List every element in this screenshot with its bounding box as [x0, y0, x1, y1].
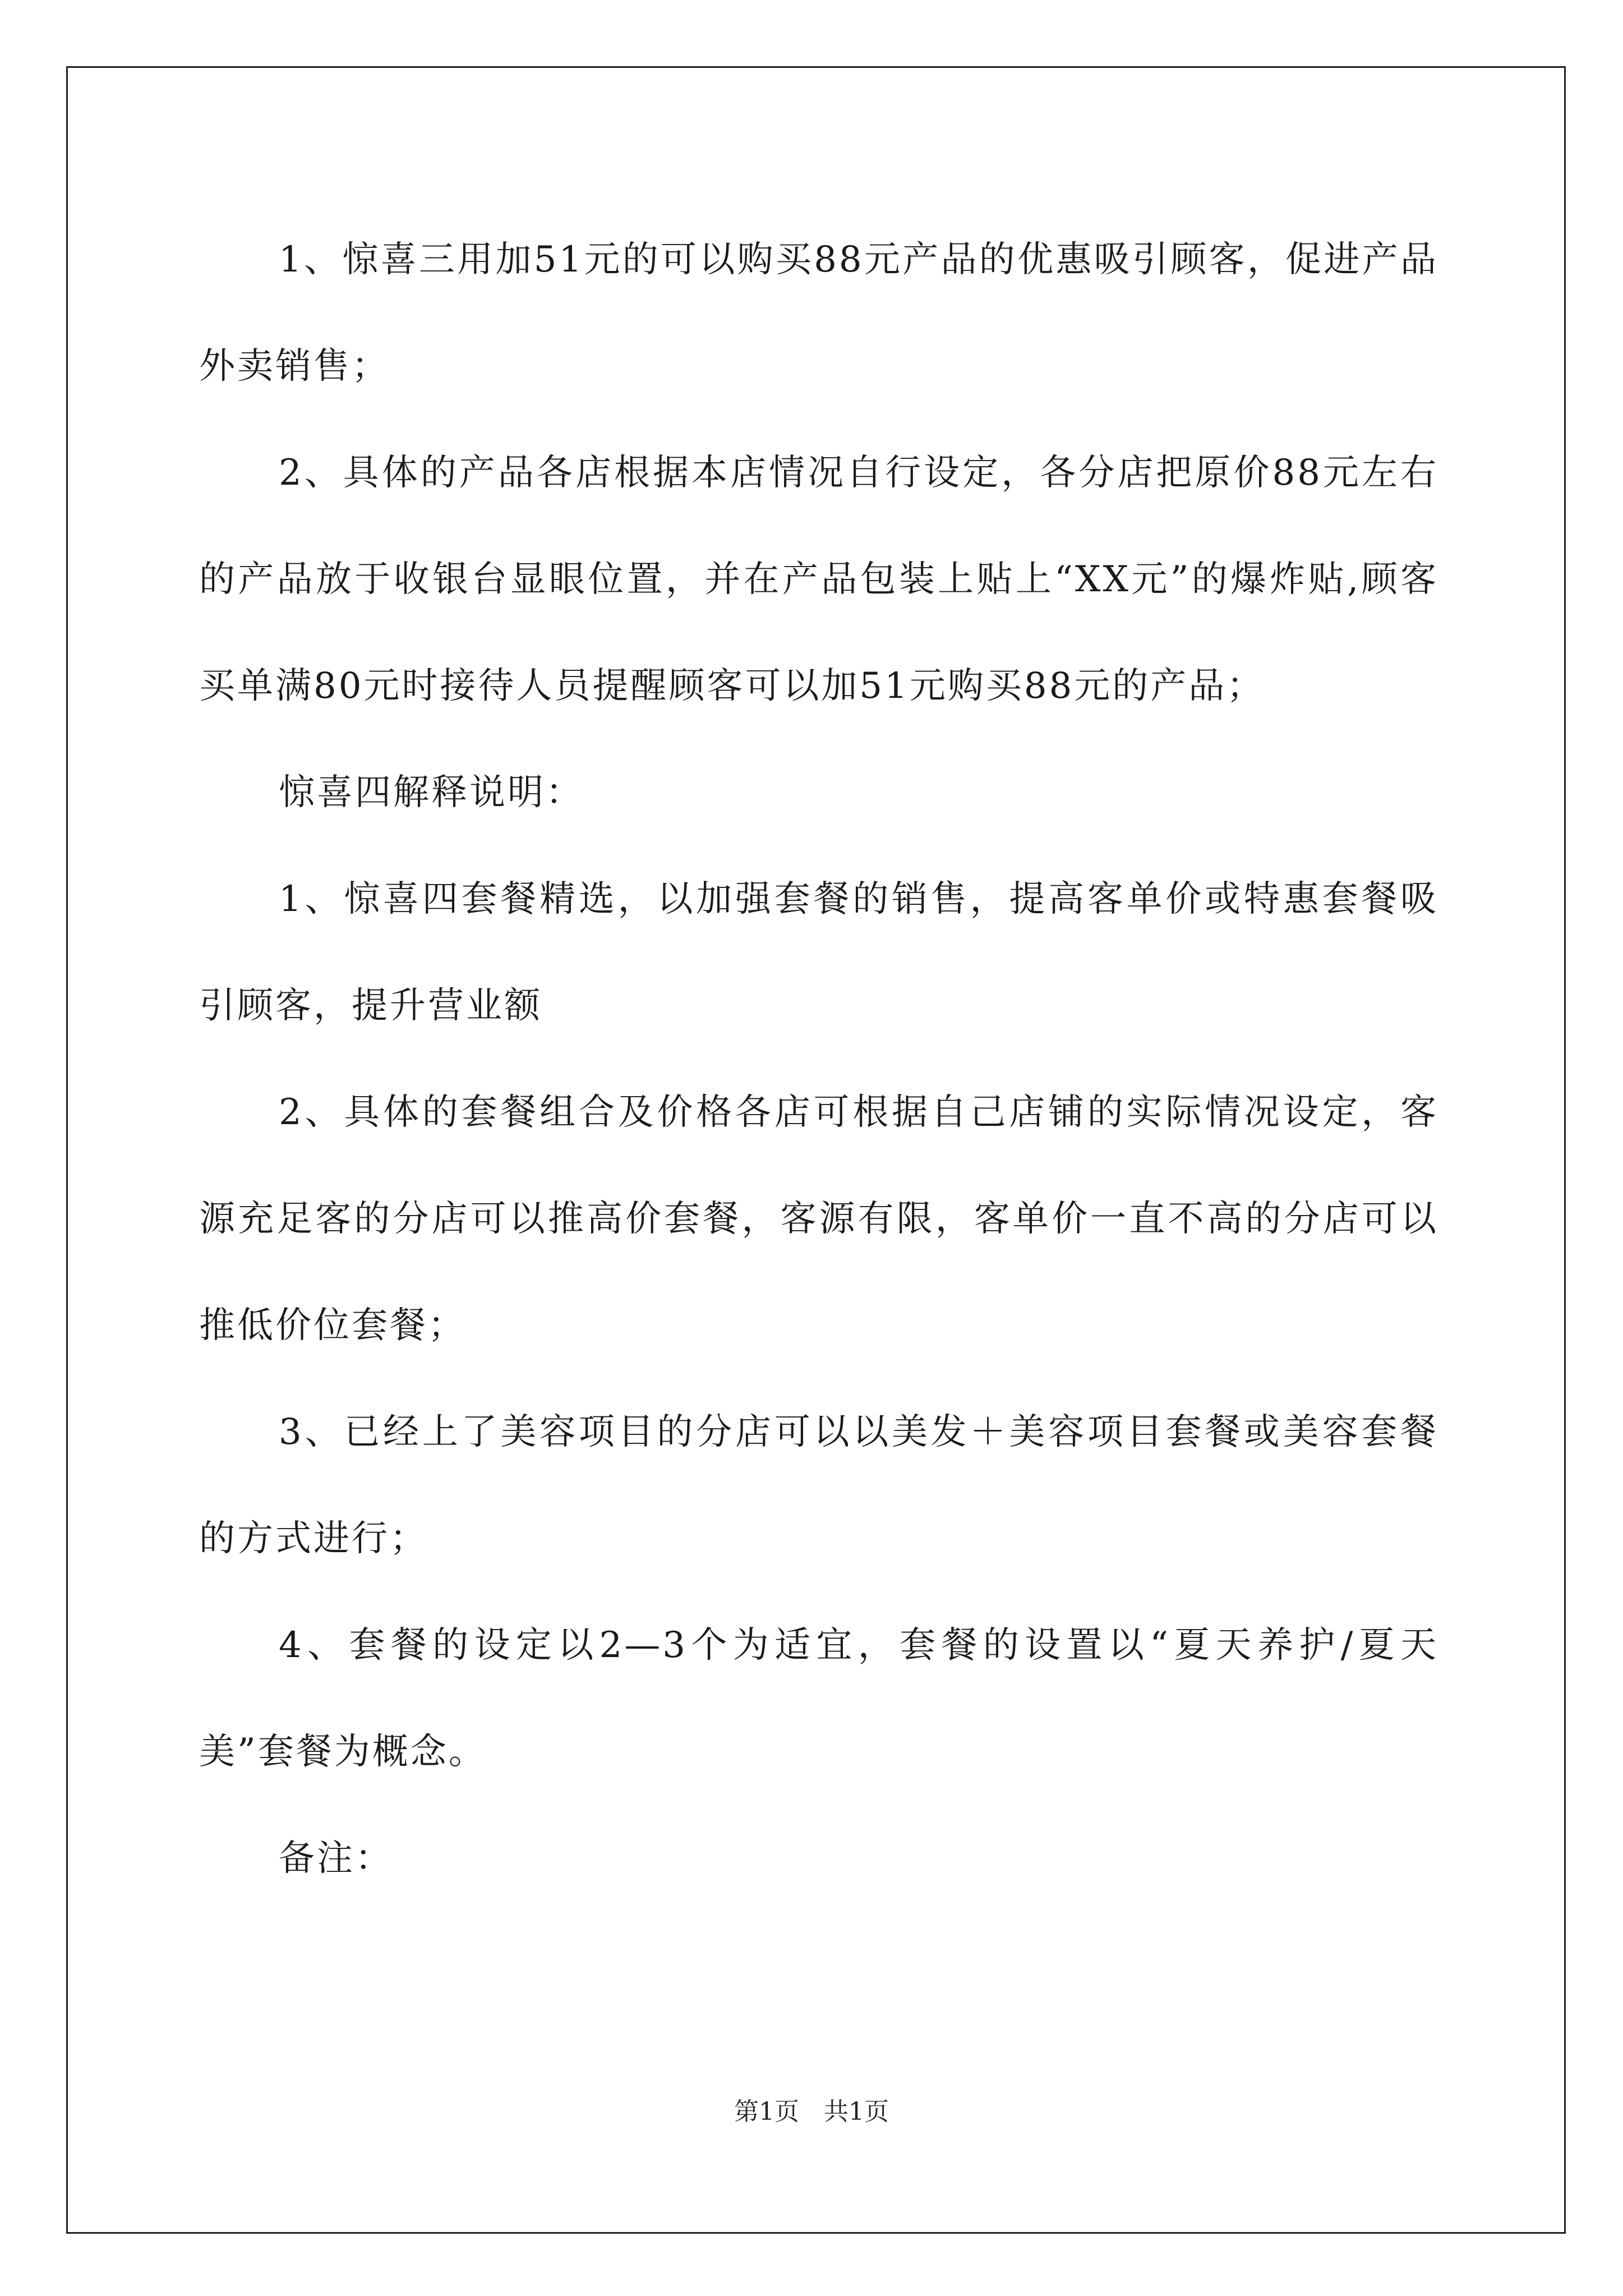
section-heading-surprise-four: 惊喜四解释说明：	[279, 772, 584, 813]
remarks-label: 备注：	[279, 1838, 393, 1879]
paragraph-6: 4、套餐的设定以2—3个为适宜，套餐的设置以“夏天养护/夏天美”套餐为概念。	[199, 1625, 1438, 1773]
paragraph-1: 1、惊喜三用加51元的可以购买88元产品的优惠吸引顾客，促进产品外卖销售；	[199, 239, 1438, 387]
paragraph-2: 2、具体的产品各店根据本店情况自行设定，各分店把原价88元左右的产品放于收银台显眼位置，并在产品包装上贴上“XX元”的爆炸贴,顾客买单满80元时接待人员提醒顾客可以加51元购买88元的产品；	[199, 452, 1438, 707]
paragraph-3: 1、惊喜四套餐精选，以加强套餐的销售，提高客单价或特惠套餐吸引顾客，提升营业额	[199, 878, 1438, 1027]
paragraph-4: 2、具体的套餐组合及价格各店可根据自己店铺的实际情况设定，客源充足客的分店可以推高价套餐，客源有限，客单价一直不高的分店可以推低价位套餐；	[199, 1092, 1438, 1346]
paragraph-5: 3、已经上了美容项目的分店可以以美发＋美容项目套餐或美容套餐的方式进行；	[199, 1411, 1438, 1559]
document-body	[199, 206, 1438, 1912]
page-number-footer: 第1页 共1页	[734, 2097, 889, 2126]
